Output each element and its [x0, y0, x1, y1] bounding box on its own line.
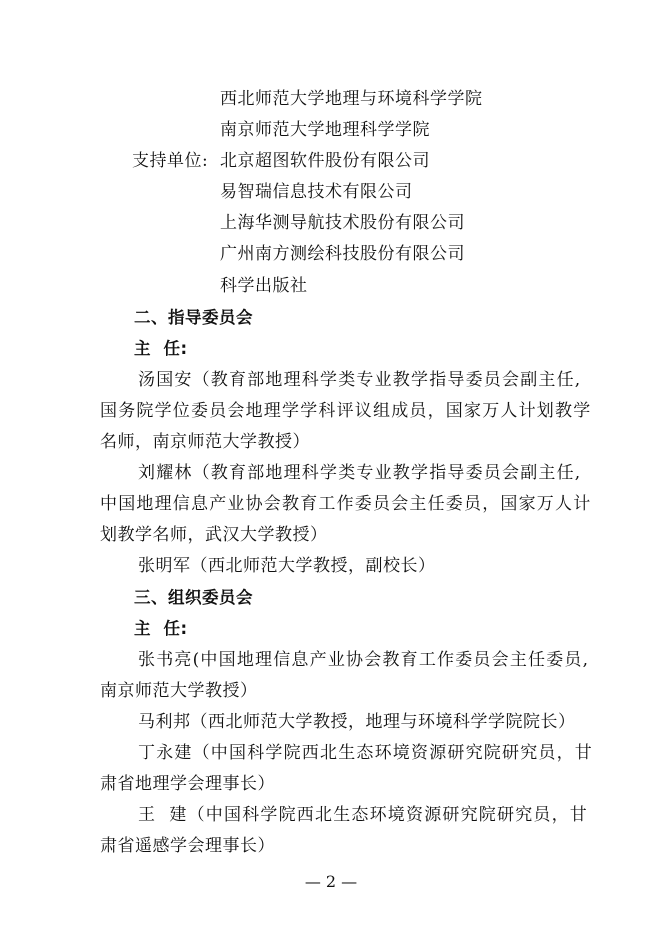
support-unit-3: 上海华测导航技术股份有限公司	[220, 213, 465, 233]
guidance-member-1-line-3: 名师，南京师范大学教授）	[100, 432, 310, 452]
page-number: — 2 —	[304, 872, 358, 891]
guidance-member-1-line-2: 国务院学位委员会地理学学科评议组成员，国家万人计划教学	[100, 401, 592, 421]
organizing-member-3-line-1: 丁永建（中国科学院西北生态环境资源研究院研究员，甘	[138, 743, 593, 763]
guidance-member-1-line-1: 汤国安（教育部地理科学类专业教学指导委员会副主任,	[138, 370, 582, 390]
organizing-member-3-line-2: 肃省地理学会理事长）	[100, 774, 275, 794]
guidance-member-3-line-1: 张明军（西北师范大学教授，副校长）	[138, 556, 436, 576]
support-unit-4: 广州南方测绘科技股份有限公司	[220, 244, 465, 264]
guidance-chair-label: 主 任:	[134, 339, 188, 358]
support-label: 支持单位:	[132, 151, 209, 171]
support-unit-1: 北京超图软件股份有限公司	[220, 151, 430, 171]
organizing-member-1-line-1: 张书亮(中国地理信息产业协会教育工作委员会主任委员,	[138, 650, 590, 670]
guidance-member-2-line-2: 中国地理信息产业协会教育工作委员会主任委员，国家万人计	[100, 494, 592, 514]
organizing-heading: 三、组织委员会	[134, 588, 253, 607]
support-unit-2: 易智瑞信息技术有限公司	[220, 182, 413, 202]
organizing-member-2-line-1: 马利邦（西北师范大学教授，地理与环境科学学院院长）	[138, 712, 576, 732]
organizing-member-1-line-2: 南京师范大学教授）	[100, 681, 258, 701]
org-item-2: 南京师范大学地理科学学院	[220, 120, 430, 140]
guidance-heading: 二、指导委员会	[134, 308, 253, 327]
support-unit-5: 科学出版社	[220, 276, 308, 296]
organizing-member-4-line-1: 王 建（中国科学院西北生态环境资源研究院研究员，甘	[138, 805, 589, 825]
organizing-member-4-line-2: 肃省遥感学会理事长）	[100, 836, 275, 856]
organizing-chair-label: 主 任:	[134, 619, 188, 638]
org-item-1: 西北师范大学地理与环境科学学院	[220, 89, 483, 109]
guidance-member-2-line-3: 划教学名师，武汉大学教授）	[100, 525, 328, 545]
guidance-member-2-line-1: 刘耀林（教育部地理科学类专业教学指导委员会副主任,	[138, 463, 582, 483]
